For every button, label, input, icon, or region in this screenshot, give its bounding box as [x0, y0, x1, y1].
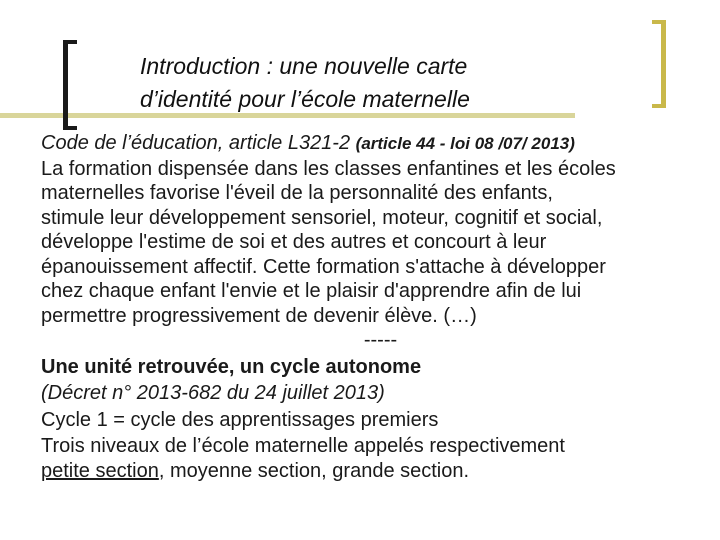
code-heading — [41, 131, 720, 157]
slide-body — [41, 131, 720, 483]
paragraph-line: développe l'estime de soi et des autres et concourt à leur — [41, 231, 547, 253]
title-line-1: Introduction : une nouvelle carte — [140, 53, 468, 79]
section-separator: ----- — [363, 329, 398, 351]
title-line-2: d’identité pour l’école maternelle — [140, 86, 470, 112]
right-bracket-decoration — [652, 20, 666, 108]
paragraph-line: maternelles favorise l'éveil de la personnalité des enfants, — [41, 182, 553, 204]
levels-petite-section: petite section — [41, 459, 159, 482]
cycle-heading: Une unité retrouvée, un cycle autonome — [41, 355, 422, 378]
paragraph-line: stimule leur développement sensoriel, moteur, cognitif et social, — [41, 206, 603, 229]
paragraph-line: épanouissement affectif. Cette formation s'attache à développer — [41, 255, 606, 278]
slide-title — [140, 50, 470, 116]
levels-list — [41, 459, 720, 484]
decree-reference: (Décret n° 2013-682 du 24 juillet 2013) — [41, 382, 385, 404]
paragraph-line: chez chaque enfant l'envie et le plaisir d'apprendre afin de lui — [41, 280, 582, 302]
code-heading-main: Code de l’éducation, article L321-2 — [41, 132, 356, 154]
levels-line: Trois niveaux de l’école maternelle appelés respectivement — [41, 435, 565, 457]
cycle-definition: Cycle 1 = cycle des apprentissages premiers — [41, 408, 439, 431]
levels-remaining: , moyenne section, grande section. — [158, 459, 470, 482]
paragraph-line: La formation dispensée dans les classes enfantines et les écoles — [41, 157, 616, 180]
code-heading-reference: (article 44 - loi 08 /07/ 2013) — [355, 134, 575, 153]
paragraph-line: permettre progressivement de devenir élève. (…) — [41, 304, 477, 327]
left-bracket-decoration — [63, 40, 77, 130]
